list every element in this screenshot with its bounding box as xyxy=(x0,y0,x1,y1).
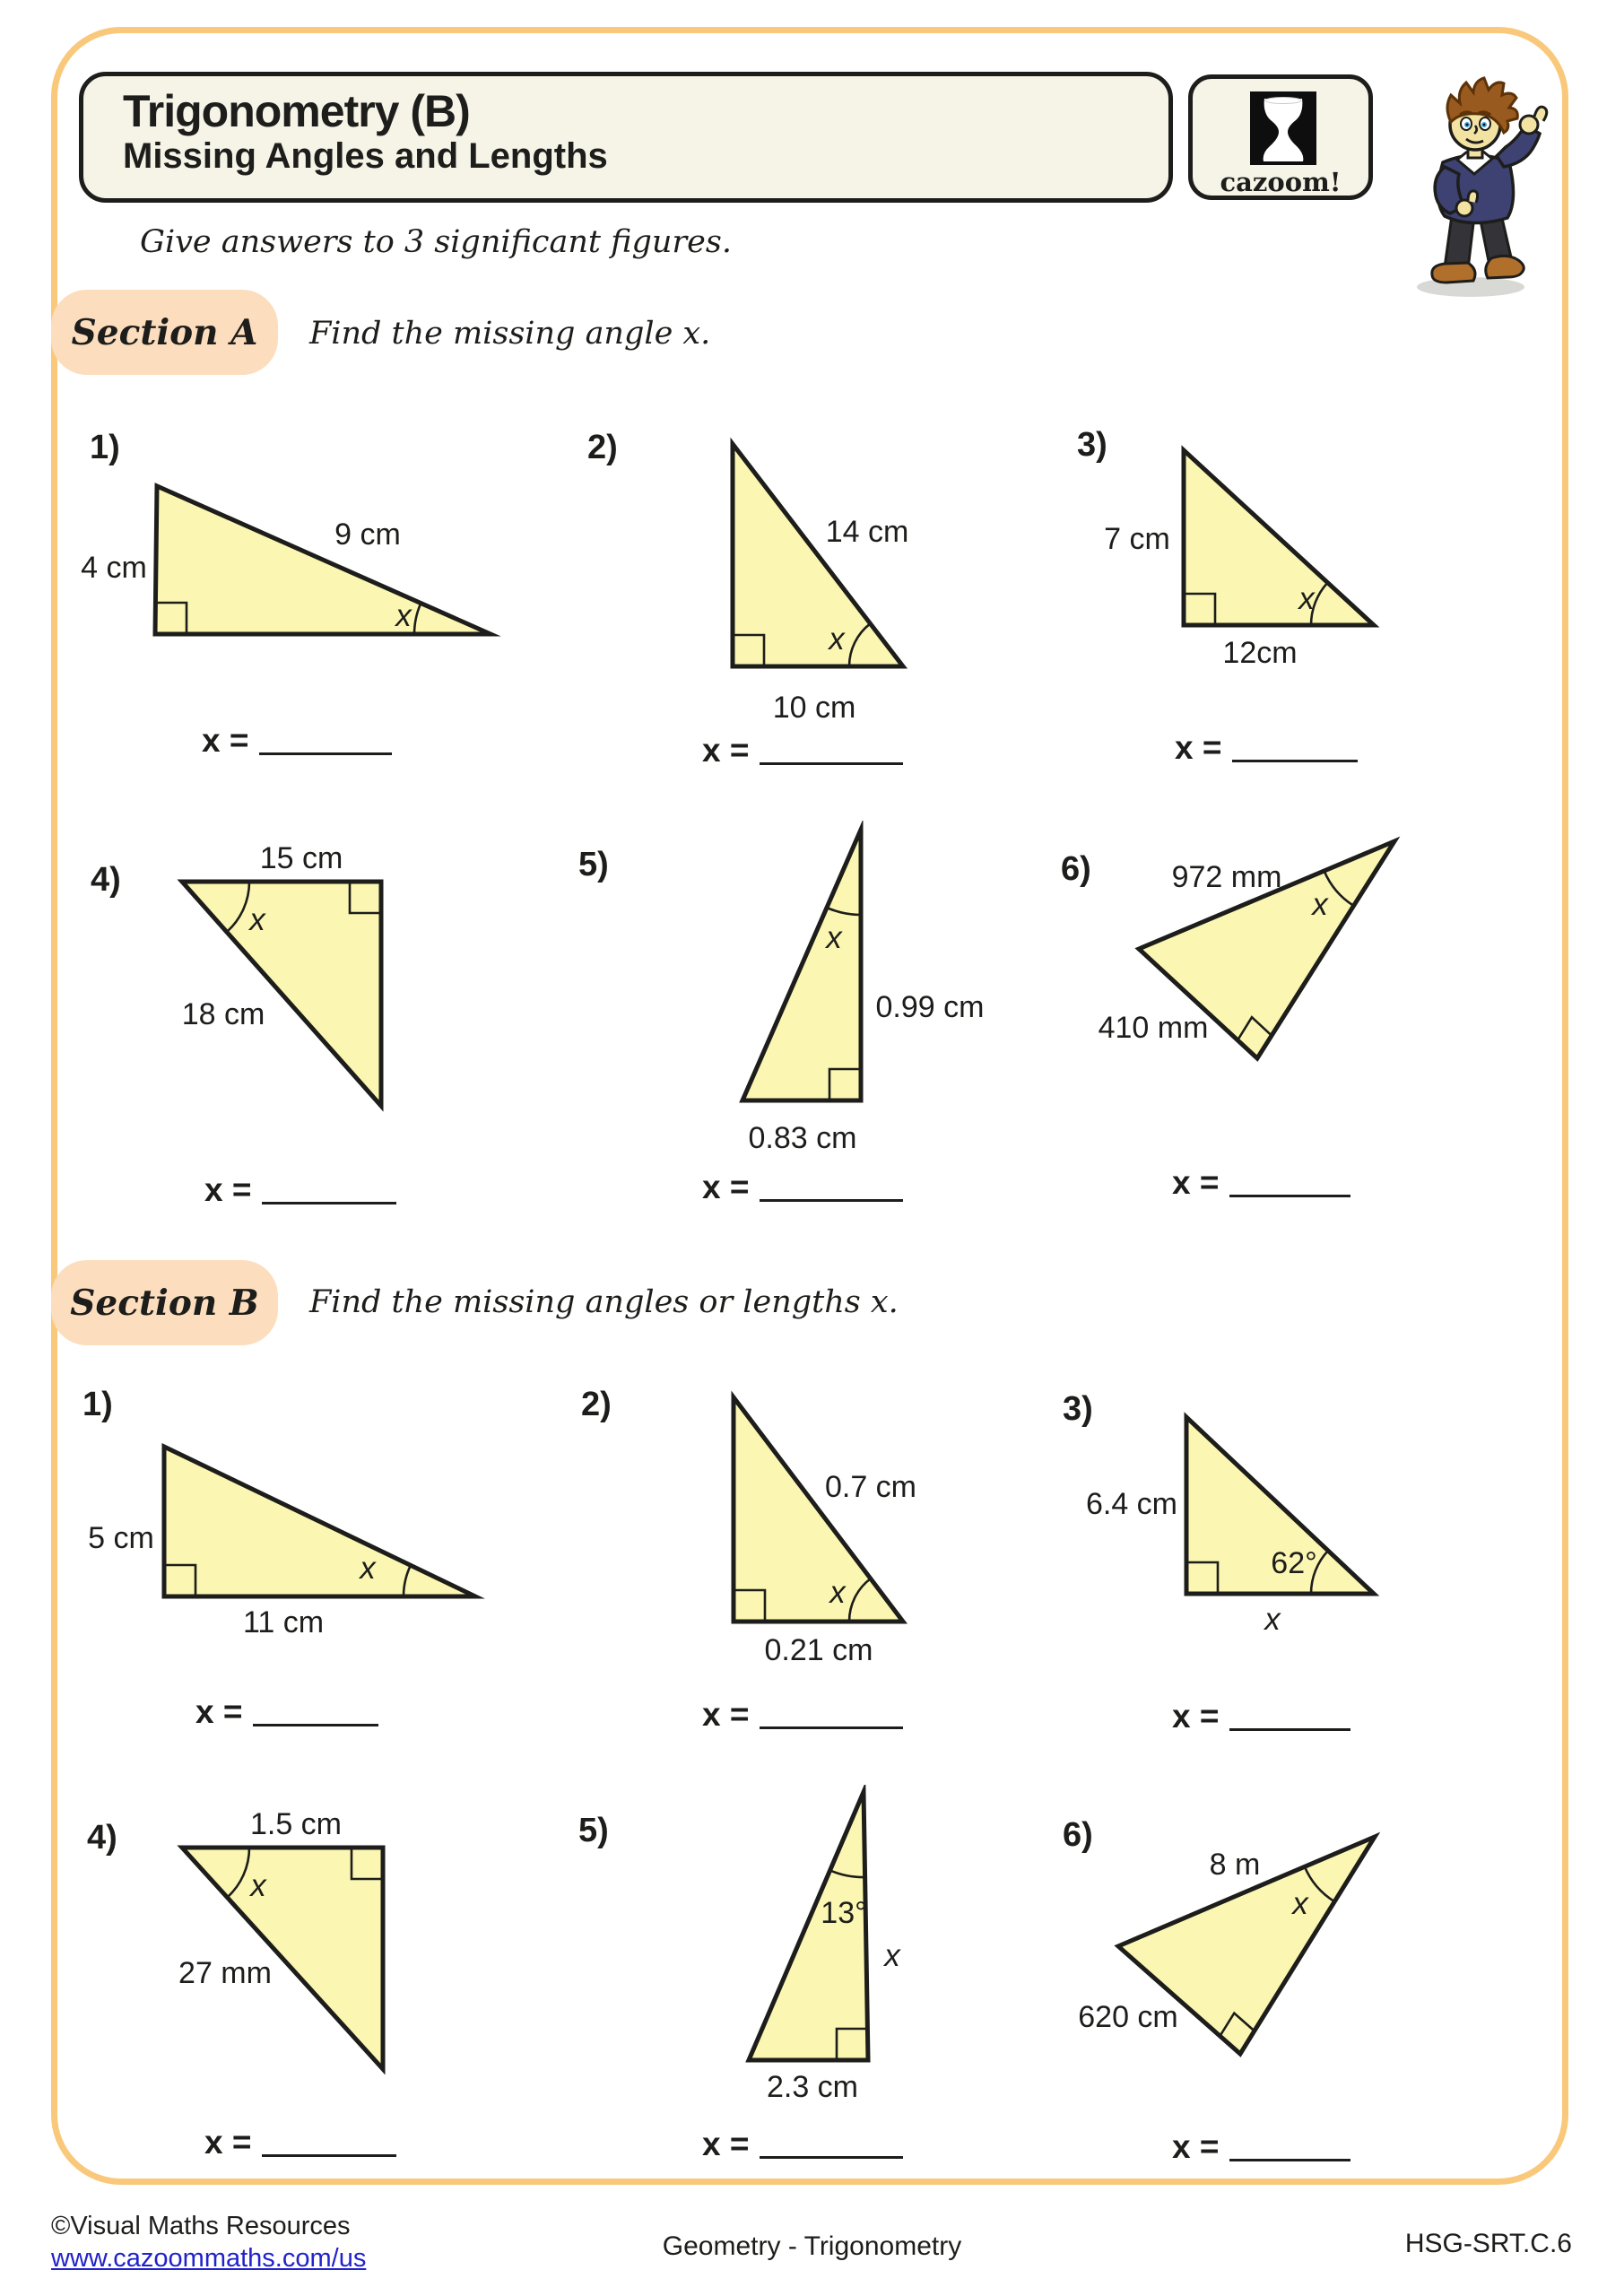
problem-a5 xyxy=(578,821,1063,1215)
answer-row xyxy=(1172,1700,1350,1733)
problem-number: 4) xyxy=(87,1819,117,1857)
angle-value-label: 13° xyxy=(821,1896,867,1930)
problem-number: 6) xyxy=(1061,850,1091,888)
page-subtitle: Missing Angles and Lengths xyxy=(123,136,608,176)
problem-number: 2) xyxy=(587,429,618,466)
answer-line xyxy=(1229,2159,1350,2161)
answer-row xyxy=(1172,1166,1350,1199)
answer-line xyxy=(760,762,903,765)
side-label: 7 cm xyxy=(1104,522,1170,556)
answer-line xyxy=(262,2154,396,2157)
side-label: 15 cm xyxy=(259,843,343,875)
answer-line xyxy=(760,1726,903,1729)
side-label: 972 mm xyxy=(1171,860,1282,894)
answer-prefix: x = xyxy=(1172,1164,1220,1201)
problem-number: 3) xyxy=(1063,1390,1093,1428)
problem-a1 xyxy=(81,422,565,789)
answer-prefix: x = xyxy=(702,1169,750,1205)
answer-line xyxy=(259,752,392,755)
triangle-figure xyxy=(81,1386,565,1646)
answer-prefix: x = xyxy=(702,2126,750,2162)
answer-row xyxy=(204,2126,396,2159)
answer-row xyxy=(702,1170,903,1204)
problem-number: 5) xyxy=(578,1812,609,1849)
section-b-instruction: Find the missing angles or lengths x. xyxy=(309,1284,899,1320)
cazoom-logo-glyph xyxy=(1250,91,1316,165)
problem-number: 5) xyxy=(578,846,609,883)
side-label: 11 cm xyxy=(242,1605,325,1639)
problem-number: 1) xyxy=(83,1386,113,1423)
side-label: 4 cm xyxy=(81,551,147,585)
answer-line xyxy=(760,1199,903,1202)
side-label: 27 mm xyxy=(178,1956,272,1990)
answer-row xyxy=(702,734,903,767)
angle-label: x xyxy=(1312,887,1328,922)
answer-prefix: x = xyxy=(204,1171,252,1208)
problem-b1 xyxy=(81,1386,565,1744)
angle-label: x xyxy=(360,1551,376,1586)
goblet-icon xyxy=(1250,91,1316,165)
side-label: 0.99 cm xyxy=(875,990,985,1024)
problem-b2 xyxy=(578,1386,1063,1744)
side-label: 6.4 cm xyxy=(1085,1487,1178,1521)
problem-number: 3) xyxy=(1077,426,1107,464)
cazoom-logo-text: cazoom! xyxy=(1220,167,1342,197)
side-label: 2.3 cm xyxy=(766,2070,859,2104)
answer-line xyxy=(1229,1728,1350,1731)
answer-line xyxy=(262,1202,396,1205)
side-label: 14 cm xyxy=(825,515,909,549)
side-label: 8 m xyxy=(1209,1848,1261,1882)
cazoom-logo-box xyxy=(1188,74,1373,200)
angle-label: x xyxy=(250,1868,266,1903)
triangle-figure xyxy=(81,422,565,691)
answer-row xyxy=(195,1695,378,1728)
angle-label: x xyxy=(395,598,412,633)
side-label: 0.83 cm xyxy=(748,1121,857,1155)
side-label: x xyxy=(884,1938,900,1973)
section-a-instruction: Find the missing angle x. xyxy=(309,316,711,352)
answer-row xyxy=(1175,731,1358,764)
section-a-pill: Section A xyxy=(51,290,278,375)
answer-row xyxy=(204,1173,396,1206)
page-title: Trigonometry (B) xyxy=(123,86,470,136)
problem-b3 xyxy=(1063,1386,1574,1744)
worksheet-instruction: Give answers to 3 significant figures. xyxy=(140,224,732,260)
answer-prefix: x = xyxy=(1172,1698,1220,1735)
footer-url-link[interactable]: www.cazoommaths.com/us xyxy=(51,2244,367,2273)
side-label: 10 cm xyxy=(772,691,856,725)
side-label: 18 cm xyxy=(181,997,265,1031)
triangle-figure xyxy=(578,1785,1063,2112)
problem-b6 xyxy=(1063,1812,1592,2184)
answer-row xyxy=(1172,2130,1350,2163)
answer-prefix: x = xyxy=(204,2124,252,2161)
angle-label: x xyxy=(829,622,845,657)
problem-number: 2) xyxy=(581,1386,612,1423)
problem-a2 xyxy=(578,422,1063,789)
triangle-figure xyxy=(1072,1812,1592,2090)
mascot-boy-illustration xyxy=(1385,32,1569,301)
side-label: 1.5 cm xyxy=(249,1807,343,1841)
triangle-figure xyxy=(81,843,565,1130)
triangle-figure xyxy=(578,422,1063,726)
answer-row xyxy=(702,2127,903,2161)
problem-a6 xyxy=(1061,825,1592,1211)
angle-label: x xyxy=(1292,1886,1308,1921)
angle-label: x xyxy=(1298,581,1315,616)
triangle-figure xyxy=(1072,422,1574,682)
title-box xyxy=(79,72,1173,203)
problem-a3 xyxy=(1072,422,1574,789)
triangle-figure xyxy=(578,821,1063,1161)
angle-label: x xyxy=(829,1575,846,1610)
triangle-figure xyxy=(1072,825,1592,1094)
problem-number: 4) xyxy=(91,861,121,899)
problem-b5 xyxy=(578,1785,1063,2184)
section-b-pill: Section B xyxy=(51,1260,278,1345)
problem-number: 6) xyxy=(1063,1816,1093,1854)
angle-label: x xyxy=(249,902,265,937)
triangle-figure xyxy=(1072,1386,1574,1646)
problem-a4 xyxy=(81,843,565,1220)
side-label: 9 cm xyxy=(334,517,401,552)
angle-value-label: 62° xyxy=(1271,1546,1317,1580)
answer-prefix: x = xyxy=(702,732,750,769)
footer-copyright: ©Visual Maths Resources xyxy=(51,2212,351,2240)
side-label: 12cm xyxy=(1222,636,1298,670)
answer-row xyxy=(202,724,392,757)
triangle-figure xyxy=(578,1386,1063,1673)
answer-prefix: x = xyxy=(1175,729,1222,766)
side-label: x xyxy=(1264,1602,1281,1637)
problem-number: 1) xyxy=(90,429,120,466)
footer-standard-code: HSG-SRT.C.6 xyxy=(1404,2229,1572,2258)
problem-b4 xyxy=(81,1798,565,2184)
answer-prefix: x = xyxy=(1172,2128,1220,2165)
answer-row xyxy=(702,1698,903,1731)
answer-line xyxy=(760,2156,903,2159)
side-label: 5 cm xyxy=(88,1521,154,1555)
angle-label: x xyxy=(826,920,842,955)
side-label: 0.7 cm xyxy=(824,1470,917,1504)
answer-prefix: x = xyxy=(195,1693,243,1730)
answer-line xyxy=(1232,760,1358,762)
side-label: 410 mm xyxy=(1098,1011,1209,1045)
footer-topic: Geometry - Trigonometry xyxy=(662,2231,962,2261)
answer-prefix: x = xyxy=(202,722,249,759)
triangle-figure xyxy=(81,1798,565,2094)
side-label: 620 cm xyxy=(1078,2000,1178,2034)
answer-line xyxy=(253,1724,378,1726)
side-label: 0.21 cm xyxy=(764,1633,873,1667)
answer-prefix: x = xyxy=(702,1696,750,1733)
answer-line xyxy=(1229,1195,1350,1197)
